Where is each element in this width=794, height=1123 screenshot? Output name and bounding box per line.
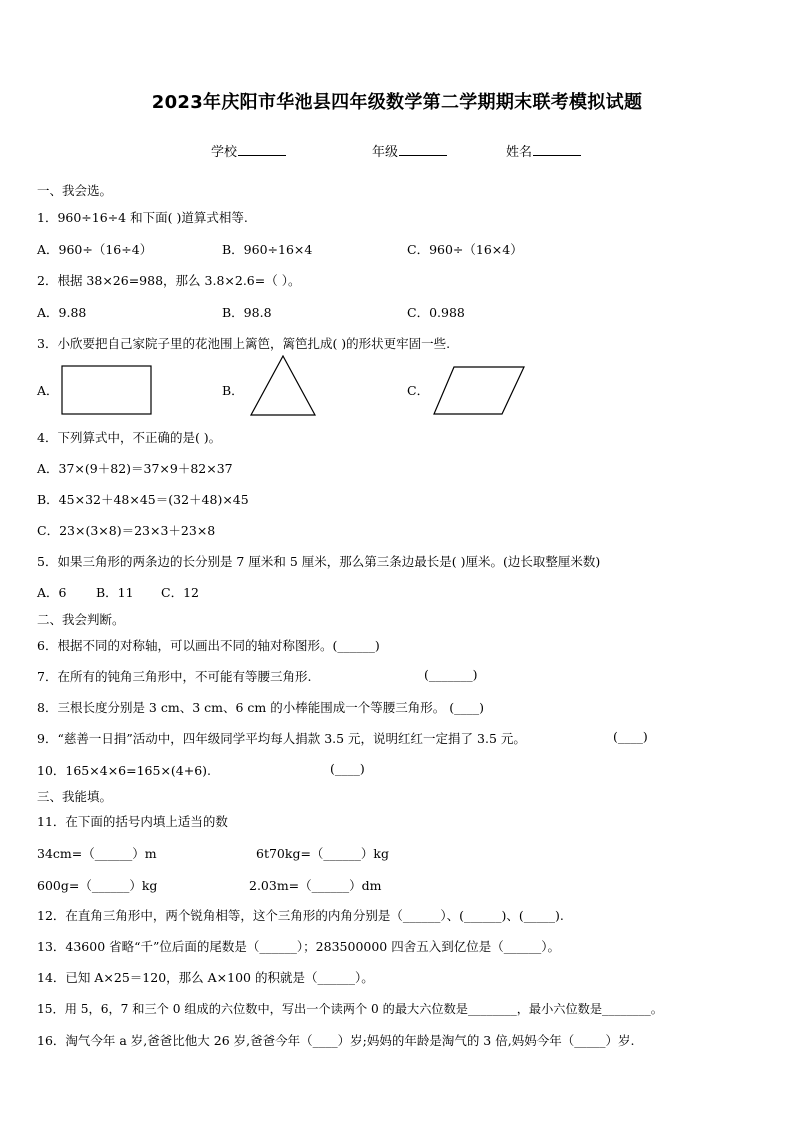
q3-option-a[interactable]: A． <box>37 383 59 398</box>
q2-option-a[interactable]: A．9.88 <box>37 305 87 320</box>
question-16: 16．淘气今年 a 岁,爸爸比他大 26 岁,爸爸今年（____）岁;妈妈的年龄是淘气的 3 倍,妈妈今年（_____）岁. <box>37 1033 635 1048</box>
q11-item-3[interactable]: 600g=（______）kg <box>37 878 158 893</box>
school-label: 学校 <box>211 145 238 160</box>
q9-answer-blank[interactable]: (____) <box>613 729 648 744</box>
school-field <box>211 141 286 160</box>
name-field <box>506 141 581 160</box>
q7-answer-blank[interactable]: (_______) <box>424 667 478 682</box>
question-1: 1．960÷16÷4 和下面( )道算式相等. <box>37 210 248 225</box>
question-15: 15．用 5，6，7 和三个 0 组成的六位数中，写出一个读两个 0 的最大六位数是________，最小六位数是________。 <box>37 1002 663 1016</box>
question-6: 6．根据不同的对称轴，可以画出不同的轴对称图形。(______) <box>37 638 380 653</box>
rectangle-figure <box>61 365 153 416</box>
q5-option-b[interactable]: B．11 <box>96 585 134 600</box>
section-3-heading: 三、我能填。 <box>37 789 113 804</box>
question-3: 3．小欣要把自己家院子里的花池围上篱笆，篱笆扎成( )的形状更牢固一些. <box>37 336 451 351</box>
q2-option-c[interactable]: C．0.988 <box>407 305 465 320</box>
question-10: 10．165×4×6=165×(4+6). <box>37 763 212 778</box>
section-2-heading: 二、我会判断。 <box>37 612 125 627</box>
q4-option-b[interactable]: B．45×32＋48×45＝(32＋48)×45 <box>37 492 249 507</box>
question-8: 8．三根长度分别是 3 cm、3 cm、6 cm 的小棒能围成一个等腰三角形。 (____) <box>37 700 484 715</box>
question-12: 12．在直角三角形中，两个锐角相等，这个三角形的内角分别是（______）、(______)、(_____). <box>37 908 564 923</box>
question-14: 14．已知 A×25＝120，那么 A×100 的积就是（______）。 <box>37 970 374 985</box>
q1-option-b[interactable]: B．960÷16×4 <box>222 242 313 257</box>
section-1-heading: 一、我会选。 <box>37 183 113 198</box>
q1-option-a[interactable]: A．960÷（16÷4） <box>37 242 153 257</box>
q11-item-2[interactable]: 6t70kg=（______）kg <box>256 846 390 861</box>
page-title: 2023年庆阳市华池县四年级数学第二学期期末联考模拟试题 <box>151 92 643 113</box>
question-11: 11．在下面的括号内填上适当的数 <box>37 814 228 829</box>
q11-item-1[interactable]: 34cm=（______）m <box>37 846 157 861</box>
question-2: 2．根据 38×26=988，那么 3.8×2.6=（ ）。 <box>37 273 301 288</box>
school-blank[interactable] <box>238 143 286 156</box>
q2-option-b[interactable]: B．98.8 <box>222 305 272 320</box>
grade-field <box>372 141 447 160</box>
name-blank[interactable] <box>533 143 581 156</box>
q4-option-c[interactable]: C．23×(3×8)＝23×3＋23×8 <box>37 523 216 538</box>
grade-blank[interactable] <box>399 143 447 156</box>
parallelogram-figure <box>432 366 526 416</box>
question-4: 4．下列算式中，不正确的是( )。 <box>37 430 222 445</box>
question-13: 13．43600 省略“千”位后面的尾数是（______）；283500000 四舍五入到亿位是（______）。 <box>37 939 560 954</box>
grade-label: 年级 <box>372 145 399 160</box>
q4-option-a[interactable]: A．37×(9＋82)＝37×9＋82×37 <box>37 461 233 476</box>
q3-option-b[interactable]: B． <box>222 383 244 398</box>
q3-option-c[interactable]: C． <box>407 383 430 398</box>
name-label: 姓名 <box>506 145 533 160</box>
q1-option-c[interactable]: C．960÷（16×4） <box>407 242 523 257</box>
q10-answer-blank[interactable]: (____) <box>330 761 365 776</box>
triangle-figure <box>249 355 317 417</box>
q11-item-4[interactable]: 2.03m=（______）dm <box>249 878 382 893</box>
question-9: 9．“慈善一日捐”活动中，四年级同学平均每人捐款 3.5 元，说明红红一定捐了 3.5 元。 <box>37 731 526 746</box>
question-5: 5．如果三角形的两条边的长分别是 7 厘米和 5 厘米，那么第三条边最长是( )厘米。(边长取整厘米数) <box>37 554 601 569</box>
q5-option-c[interactable]: C．12 <box>161 585 199 600</box>
q5-option-a[interactable]: A．6 <box>37 585 67 600</box>
question-7: 7．在所有的钝角三角形中，不可能有等腰三角形. <box>37 669 312 684</box>
